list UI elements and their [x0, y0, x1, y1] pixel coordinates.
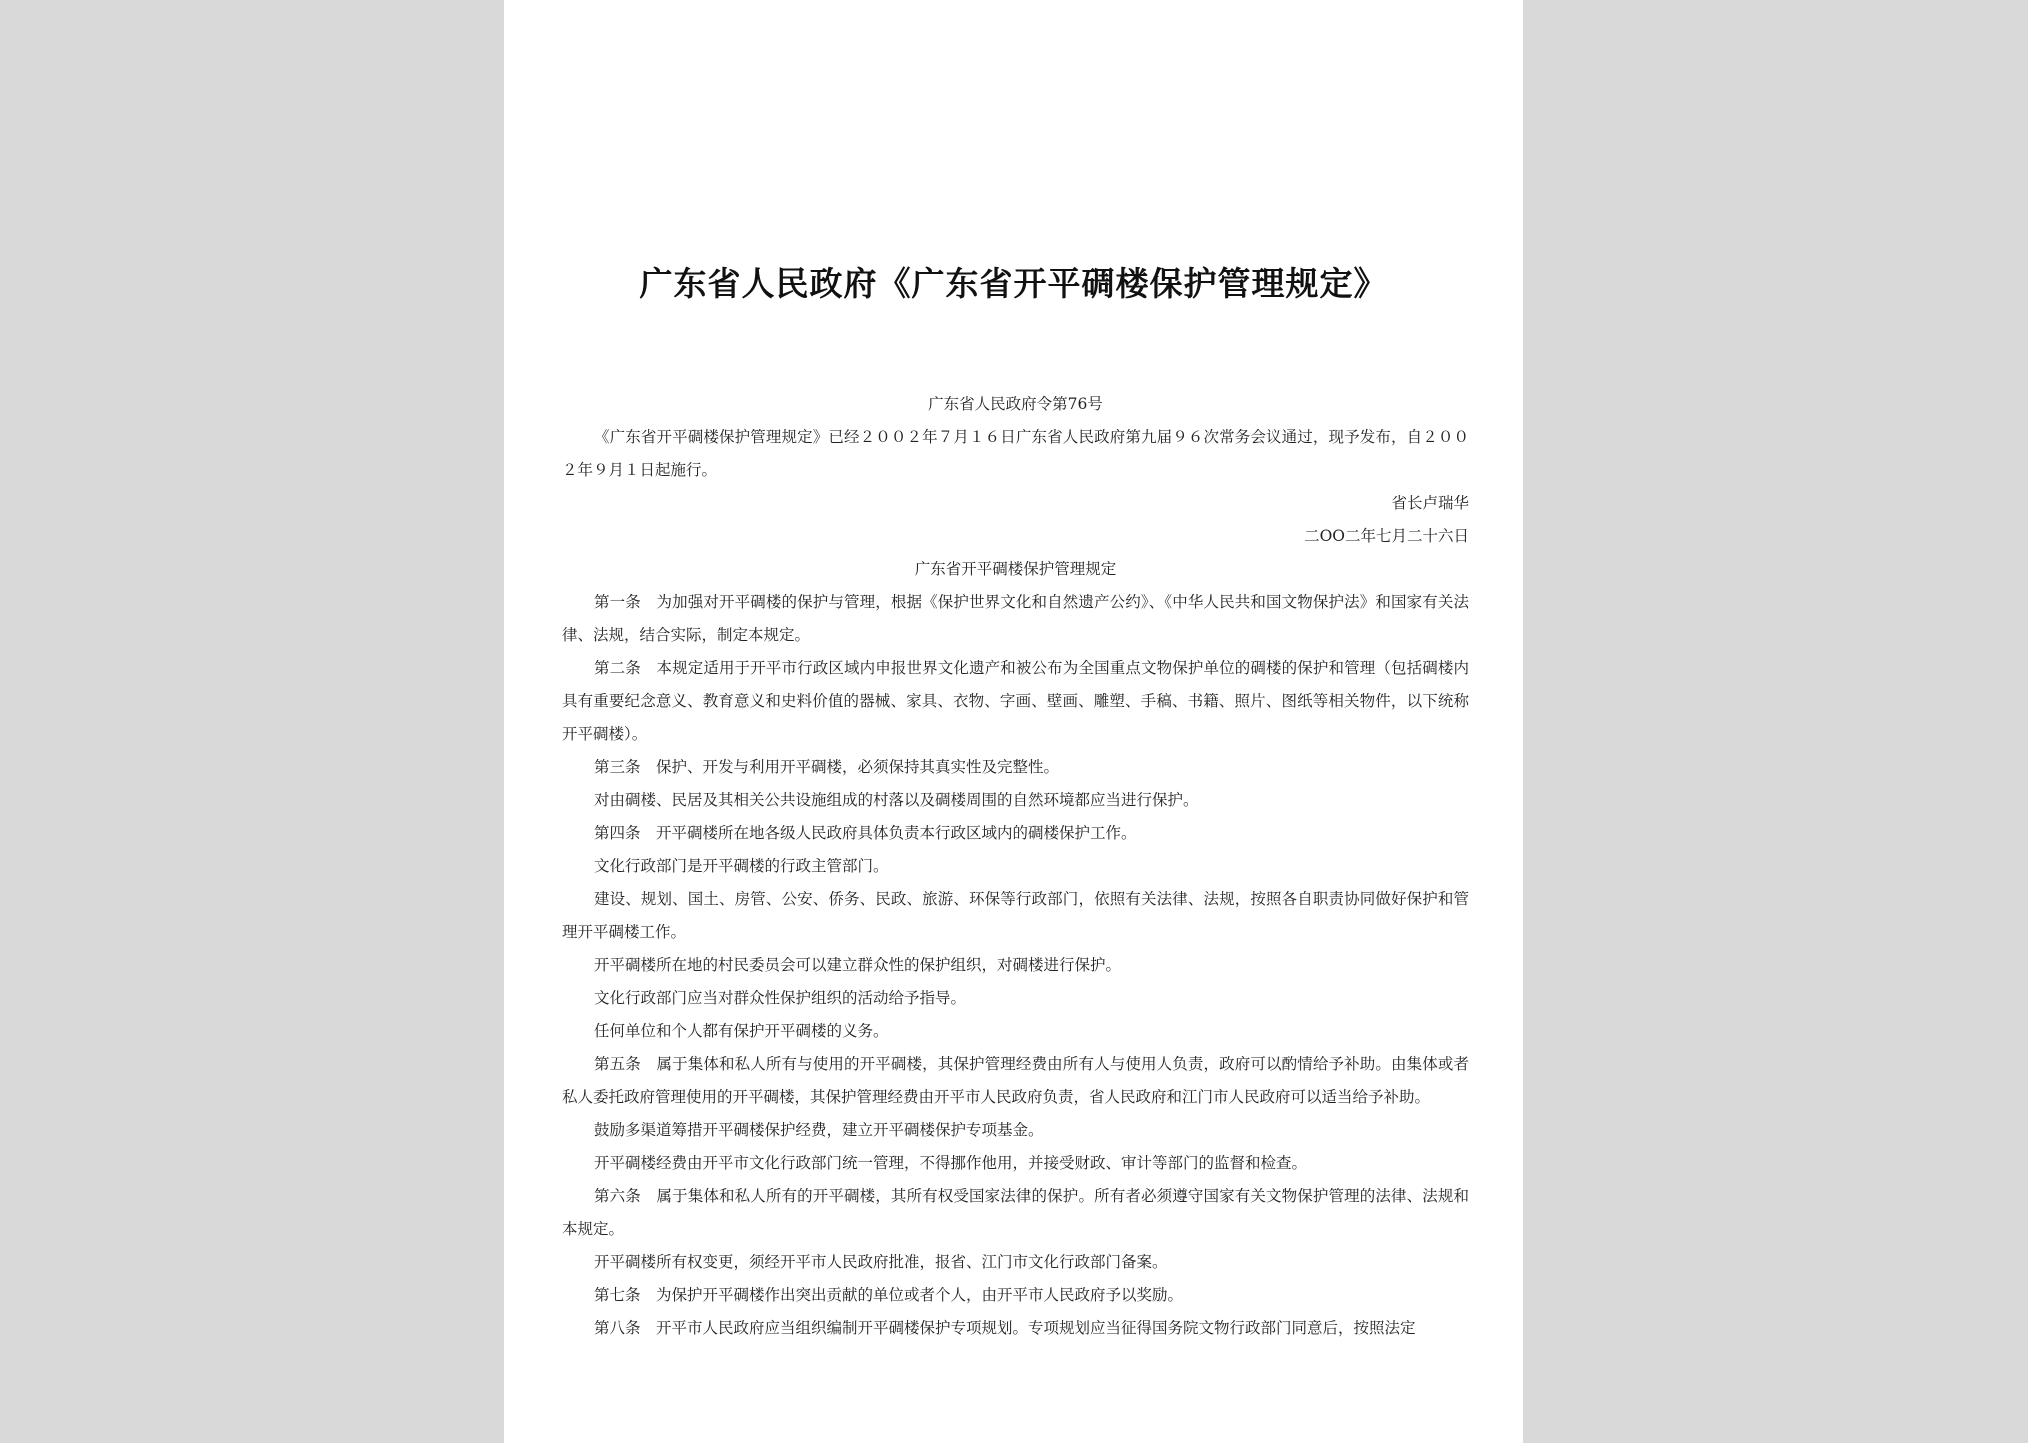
preamble: 《广东省开平碉楼保护管理规定》已经２００２年７月１６日广东省人民政府第九届９６次常务会议通过，现予发布，自２００２年９月１日起施行。 — [562, 428, 1469, 479]
paragraph-2: 第二条 本规定适用于开平市行政区域内申报世界文化遗产和被公布为全国重点文物保护单位的碉楼的保护和管理（包括碉楼内具有重要纪念意义、教育意义和史料价值的器械、家具、衣物、字画、壁画、雕塑、手稿、书籍、照片、图纸等相关物件，以下统称开平碉楼）。 — [562, 659, 1469, 743]
paragraph-9: 文化行政部门应当对群众性保护组织的活动给予指导。 — [594, 989, 967, 1007]
regulation-subtitle: 广东省开平碉楼保护管理规定 — [914, 560, 1117, 578]
paragraph-11: 第五条 属于集体和私人所有与使用的开平碉楼，其保护管理经费由所有人与使用人负责，政府可以酌情给予补助。由集体或者私人委托政府管理使用的开平碉楼，其保护管理经费由开平市人民政府负责，省人民政府和江门市人民政府可以适当给予补助。 — [562, 1055, 1469, 1106]
document-title: 广东省人民政府《广东省开平碉楼保护管理规定》 — [639, 264, 1388, 303]
document-body — [562, 388, 1469, 1345]
paragraph-13: 开平碉楼经费由开平市文化行政部门统一管理，不得挪作他用，并接受财政、审计等部门的监督和检查。 — [594, 1154, 1308, 1172]
document-page — [504, 0, 1523, 1443]
order-number: 广东省人民政府令第76号 — [928, 395, 1103, 413]
paragraph-7: 建设、规划、国土、房管、公安、侨务、民政、旅游、环保等行政部门，依照有关法律、法规，按照各自职责协同做好保护和管理开平碉楼工作。 — [562, 890, 1469, 941]
signature: 省长卢瑞华 — [1391, 494, 1469, 512]
paragraph-1: 第一条 为加强对开平碉楼的保护与管理，根据《保护世界文化和自然遗产公约》、《中华人民共和国文物保护法》和国家有关法律、法规，结合实际，制定本规定。 — [562, 593, 1469, 644]
paragraph-16: 第七条 为保护开平碉楼作出突出贡献的单位或者个人，由开平市人民政府予以奖励。 — [594, 1286, 1184, 1304]
issue-date: 二OO二年七月二十六日 — [1304, 527, 1469, 545]
paragraph-10: 任何单位和个人都有保护开平碉楼的义务。 — [594, 1022, 889, 1040]
paragraph-4: 对由碉楼、民居及其相关公共设施组成的村落以及碉楼周围的自然环境都应当进行保护。 — [594, 791, 1199, 809]
paragraph-3: 第三条 保护、开发与利用开平碉楼，必须保持其真实性及完整性。 — [594, 758, 1060, 776]
paragraph-17: 第八条 开平市人民政府应当组织编制开平碉楼保护专项规划。专项规划应当征得国务院文物行政部门同意后，按照法定 — [594, 1319, 1416, 1337]
paragraph-5: 第四条 开平碉楼所在地各级人民政府具体负责本行政区域内的碉楼保护工作。 — [594, 824, 1137, 842]
paragraph-8: 开平碉楼所在地的村民委员会可以建立群众性的保护组织，对碉楼进行保护。 — [594, 956, 1122, 974]
paragraph-6: 文化行政部门是开平碉楼的行政主管部门。 — [594, 857, 889, 875]
paragraph-12: 鼓励多渠道筹措开平碉楼保护经费，建立开平碉楼保护专项基金。 — [594, 1121, 1044, 1139]
paragraph-15: 开平碉楼所有权变更，须经开平市人民政府批准，报省、江门市文化行政部门备案。 — [594, 1253, 1168, 1271]
paragraph-14: 第六条 属于集体和私人所有的开平碉楼，其所有权受国家法律的保护。所有者必须遵守国家有关文物保护管理的法律、法规和本规定。 — [562, 1187, 1469, 1238]
